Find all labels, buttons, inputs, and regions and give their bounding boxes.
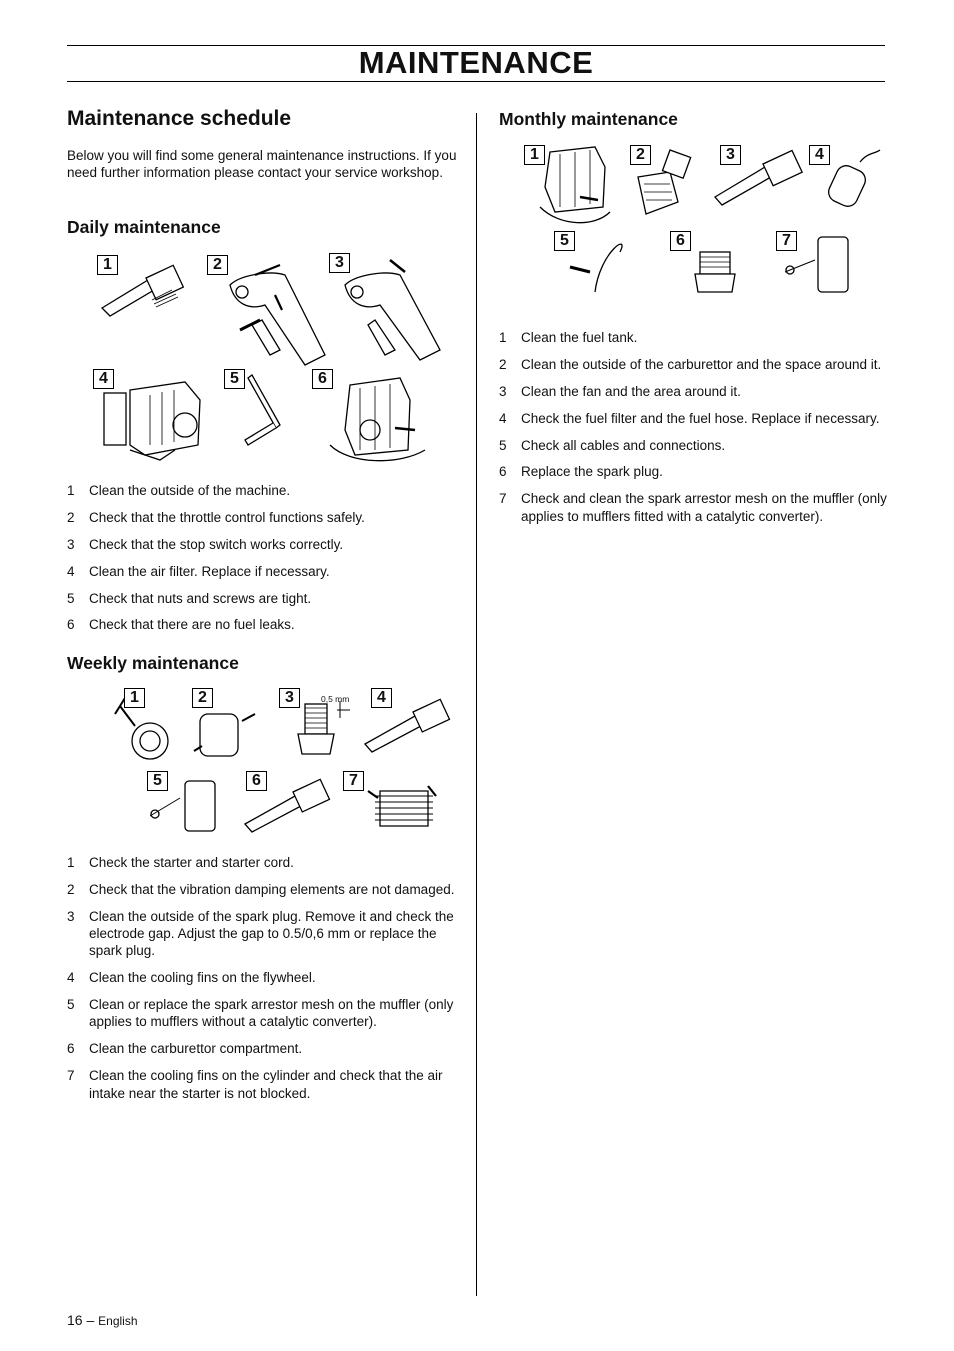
fuel-tank-illustration xyxy=(540,147,610,223)
weekly-figure-number: 6 xyxy=(246,771,267,791)
cylinder-fins-illustration xyxy=(368,786,436,826)
stop-switch-illustration xyxy=(345,260,440,360)
page-title: MAINTENANCE xyxy=(358,45,594,80)
item-number: 4 xyxy=(67,563,75,579)
item-number: 3 xyxy=(499,383,507,399)
weekly-figure-number: 7 xyxy=(343,771,364,791)
list-item xyxy=(67,908,467,960)
weekly-heading: Weekly maintenance xyxy=(67,653,239,673)
item-number: 5 xyxy=(67,997,75,1013)
item-number: 2 xyxy=(67,509,75,525)
weekly-list xyxy=(67,854,467,1111)
item-number: 1 xyxy=(67,855,75,870)
air-filter-illustration xyxy=(104,382,200,460)
monthly-figure-number: 6 xyxy=(670,231,691,251)
daily-figure-number: 4 xyxy=(93,369,114,389)
list-item xyxy=(499,329,889,346)
item-text: Check that the vibration damping elements are not damaged. xyxy=(89,881,455,897)
list-item xyxy=(499,410,889,427)
item-number: 3 xyxy=(67,536,75,552)
page-footer xyxy=(67,1312,138,1328)
list-item xyxy=(67,563,467,580)
vibration-damper-illustration xyxy=(194,714,255,756)
daily-figure-group xyxy=(90,250,460,475)
weekly-figure-number: 3 xyxy=(279,688,300,708)
item-number: 1 xyxy=(499,330,507,345)
item-text: Check the starter and starter cord. xyxy=(89,855,294,870)
item-text: Clean the outside of the spark plug. Remove it and check the electrode gap. Adjust the gap to 0.5/0,6 mm or replace the spark plug. xyxy=(89,908,454,959)
cable-connection-illustration xyxy=(570,244,622,292)
throttle-handle-illustration xyxy=(230,265,325,365)
item-number: 7 xyxy=(499,491,507,507)
monthly-figure-number: 1 xyxy=(524,145,545,165)
weekly-figure-number: 2 xyxy=(192,688,213,708)
item-number: 7 xyxy=(67,1068,75,1084)
item-text: Replace the spark plug. xyxy=(521,464,663,480)
section-heading-schedule: Maintenance schedule xyxy=(67,107,292,130)
item-number: 4 xyxy=(67,970,75,986)
hex-key-illustration xyxy=(245,375,280,445)
item-number: 2 xyxy=(499,356,507,372)
daily-illustrations xyxy=(90,250,460,475)
daily-list xyxy=(67,482,467,643)
gap-measurement-label: 0,5 mm xyxy=(321,694,350,704)
list-item xyxy=(67,881,467,898)
list-item xyxy=(67,616,467,633)
item-text: Clean the cooling fins on the flywheel. xyxy=(89,970,316,986)
item-text: Check that nuts and screws are tight. xyxy=(89,590,312,606)
monthly-figure-number: 4 xyxy=(809,145,830,165)
item-number: 6 xyxy=(67,1041,75,1057)
weekly-figure-number: 1 xyxy=(124,688,145,708)
item-number: 1 xyxy=(67,483,75,498)
footer-dash: – xyxy=(86,1312,95,1328)
item-text: Clean the fan and the area around it. xyxy=(521,383,741,399)
item-text: Check and clean the spark arrestor mesh on the muffler (only applies to mufflers fitted with a catalytic converter). xyxy=(521,491,887,524)
weekly-figure-number: 5 xyxy=(147,771,168,791)
item-text: Clean the carburettor compartment. xyxy=(89,1041,303,1057)
monthly-illustrations xyxy=(520,142,885,317)
weekly-figure-group xyxy=(110,686,455,841)
list-item xyxy=(67,536,467,553)
list-item xyxy=(67,1040,467,1057)
item-text: Clean the outside of the machine. xyxy=(89,483,291,498)
weekly-illustrations xyxy=(110,686,455,841)
daily-figure-number: 1 xyxy=(97,255,118,275)
item-text: Clean the air filter. Replace if necessary. xyxy=(89,563,330,579)
item-number: 6 xyxy=(499,464,507,480)
list-item xyxy=(67,996,467,1031)
list-item xyxy=(67,969,467,986)
item-text: Clean the outside of the carburettor and the space around it. xyxy=(521,356,882,372)
item-number: 5 xyxy=(67,590,75,606)
list-item xyxy=(499,463,889,480)
list-item xyxy=(499,490,889,525)
monthly-figure-number: 7 xyxy=(776,231,797,251)
monthly-figure-number: 3 xyxy=(720,145,741,165)
list-item xyxy=(67,854,467,871)
item-text: Check that the stop switch works correctly. xyxy=(89,536,344,552)
item-text: Clean the fuel tank. xyxy=(521,330,638,345)
item-number: 2 xyxy=(67,881,75,897)
fuel-filter-illustration xyxy=(825,150,880,210)
list-item xyxy=(67,1067,467,1102)
item-text: Check that there are no fuel leaks. xyxy=(89,617,295,633)
daily-figure-number: 6 xyxy=(312,369,333,389)
list-item xyxy=(67,509,467,526)
item-number: 5 xyxy=(499,437,507,453)
daily-heading: Daily maintenance xyxy=(67,217,221,237)
list-item xyxy=(499,383,889,400)
item-number: 6 xyxy=(67,617,75,633)
item-text: Clean the cooling fins on the cylinder and check that the air intake near the starter is not blocked. xyxy=(89,1068,443,1101)
item-text: Check that the throttle control functions safely. xyxy=(89,509,365,525)
list-item xyxy=(67,482,467,499)
monthly-figure-number: 5 xyxy=(554,231,575,251)
item-text: Clean or replace the spark arrestor mesh on the muffler (only applies to mufflers without a catalytic converter). xyxy=(89,997,454,1030)
spark-plug-gap-illustration xyxy=(298,701,350,754)
daily-figure-number: 2 xyxy=(207,255,228,275)
daily-figure-number: 3 xyxy=(329,253,350,273)
footer-language: English xyxy=(98,1314,138,1328)
page-number: 16 xyxy=(67,1312,83,1328)
intro-paragraph: Below you will find some general maintenance instructions. If you need further information please contact your service workshop. xyxy=(67,148,457,181)
header-rule-bottom xyxy=(67,81,885,82)
monthly-list xyxy=(499,329,889,535)
item-text: Check the fuel filter and the fuel hose. Replace if necessary. xyxy=(521,410,880,426)
item-text: Check all cables and connections. xyxy=(521,437,726,453)
list-item xyxy=(67,590,467,607)
list-item xyxy=(499,356,889,373)
monthly-figure-number: 2 xyxy=(630,145,651,165)
weekly-figure-number: 4 xyxy=(371,688,392,708)
item-number: 3 xyxy=(67,908,75,924)
monthly-figure-group xyxy=(520,142,885,317)
column-divider xyxy=(476,113,477,1296)
monthly-heading: Monthly maintenance xyxy=(499,109,678,129)
daily-figure-number: 5 xyxy=(224,369,245,389)
list-item xyxy=(499,437,889,454)
fuel-tank-check-illustration xyxy=(330,378,425,461)
spark-plug-illustration xyxy=(695,252,735,292)
item-number: 4 xyxy=(499,410,507,426)
